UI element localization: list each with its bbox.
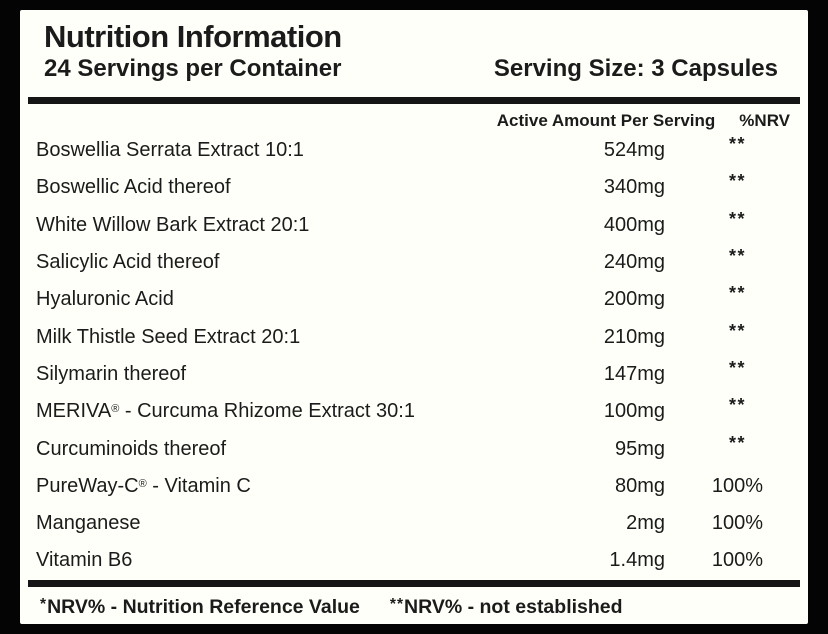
ingredient-name: White Willow Bark Extract 20:1 bbox=[36, 213, 310, 236]
header-divider bbox=[28, 97, 800, 104]
table-row bbox=[36, 393, 790, 430]
column-header-row bbox=[20, 104, 808, 132]
ingredient-name: Milk Thistle Seed Extract 20:1 bbox=[36, 325, 301, 348]
footnote-not-established: **NRV% - not established bbox=[389, 595, 623, 618]
ingredient-nrv: 100% bbox=[711, 474, 764, 497]
ingredient-amount: 200mg bbox=[603, 288, 665, 311]
ingredient-amount: 340mg bbox=[603, 176, 665, 199]
serving-info-row bbox=[44, 55, 778, 83]
ingredient-amount: 80mg bbox=[614, 474, 665, 497]
serving-size: Serving Size: 3 Capsules bbox=[493, 55, 778, 82]
ingredient-name: Manganese bbox=[36, 512, 141, 535]
ingredient-name: Boswellia Serrata Extract 10:1 bbox=[36, 139, 304, 162]
footnote-nrv-reference: *NRV% - Nutrition Reference Value bbox=[40, 595, 360, 618]
ingredient-amount: 100mg bbox=[603, 400, 665, 423]
ingredient-rows bbox=[20, 132, 808, 580]
ingredient-amount: 95mg bbox=[614, 437, 665, 460]
table-row bbox=[36, 542, 790, 579]
ingredient-name: Boswellic Acid thereof bbox=[36, 176, 231, 199]
ingredient-nrv: ** bbox=[728, 171, 746, 192]
table-row bbox=[36, 244, 790, 281]
ingredient-nrv: ** bbox=[728, 208, 746, 229]
table-row bbox=[36, 430, 790, 467]
table-row bbox=[36, 132, 790, 169]
ingredient-nrv: ** bbox=[728, 246, 746, 267]
ingredient-amount: 240mg bbox=[603, 251, 665, 274]
page-title: Nutrition Information bbox=[44, 19, 342, 54]
table-row bbox=[36, 356, 790, 393]
ingredient-nrv: 100% bbox=[711, 512, 764, 535]
ingredient-name: Hyaluronic Acid bbox=[36, 288, 174, 311]
label-header bbox=[20, 10, 808, 83]
ingredient-nrv: ** bbox=[728, 432, 746, 453]
ingredient-nrv: ** bbox=[728, 395, 746, 416]
table-row bbox=[36, 318, 790, 355]
ingredient-amount: 210mg bbox=[603, 325, 665, 348]
table-row bbox=[36, 169, 790, 206]
footnotes bbox=[20, 595, 808, 621]
ingredient-amount: 524mg bbox=[603, 139, 665, 162]
column-header-nrv: %NRV bbox=[739, 111, 790, 130]
ingredient-name: Silymarin thereof bbox=[36, 362, 187, 385]
column-header-amount: Active Amount Per Serving bbox=[496, 111, 716, 130]
ingredient-amount: 400mg bbox=[603, 213, 665, 236]
ingredient-amount: 2mg bbox=[626, 512, 665, 535]
ingredient-nrv: ** bbox=[728, 134, 746, 155]
table-row bbox=[36, 281, 790, 318]
ingredient-name: MERIVA® - Curcuma Rhizome Extract 30:1 bbox=[36, 400, 415, 423]
servings-per-container: 24 Servings per Container bbox=[44, 55, 342, 82]
table-row bbox=[36, 468, 790, 505]
ingredient-nrv: ** bbox=[728, 320, 746, 341]
ingredient-name: Salicylic Acid thereof bbox=[36, 251, 220, 274]
ingredient-name: Curcuminoids thereof bbox=[36, 437, 227, 460]
ingredient-name: PureWay-C® - Vitamin C bbox=[36, 474, 251, 497]
table-row bbox=[36, 207, 790, 244]
nutrition-label-panel bbox=[20, 10, 808, 624]
ingredient-nrv: ** bbox=[728, 357, 746, 378]
ingredient-nrv: ** bbox=[728, 283, 746, 304]
ingredient-name: Vitamin B6 bbox=[36, 549, 133, 572]
ingredient-amount: 1.4mg bbox=[609, 549, 665, 572]
footer-divider bbox=[28, 580, 800, 587]
table-row bbox=[36, 505, 790, 542]
ingredient-nrv: 100% bbox=[711, 549, 764, 572]
ingredient-amount: 147mg bbox=[603, 362, 665, 385]
